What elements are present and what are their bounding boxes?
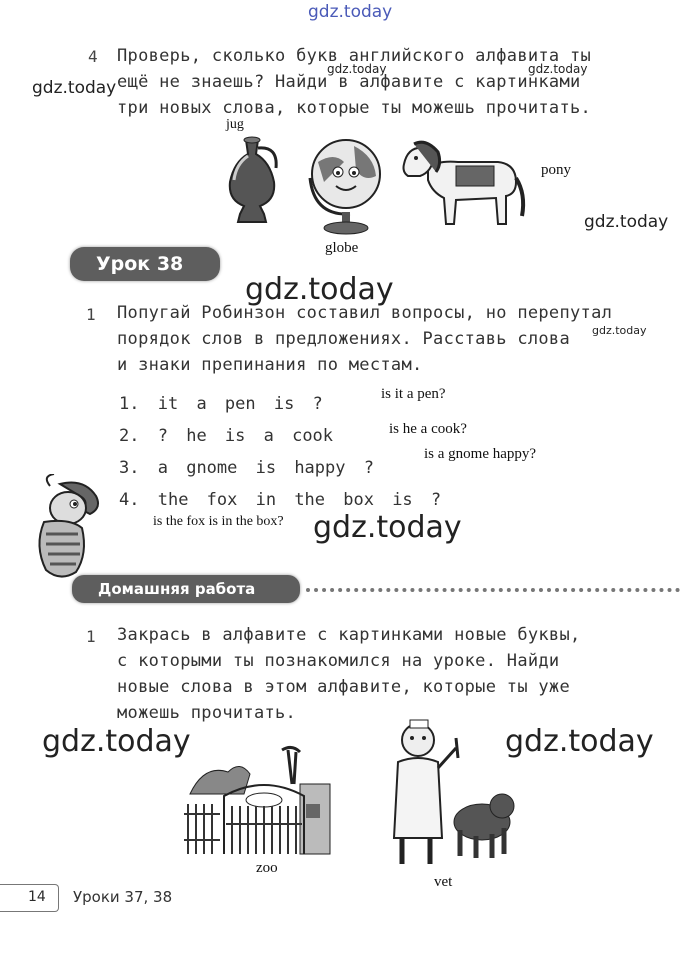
jug-illustration xyxy=(218,134,286,228)
watermark-inline-1: gdz.today xyxy=(327,62,387,76)
sentence-1-number: 1. xyxy=(119,394,140,414)
watermark-inline-2: gdz.today xyxy=(528,62,588,76)
pony-label: pony xyxy=(541,162,571,178)
page-number: 14 xyxy=(28,889,46,905)
homework-banner xyxy=(72,575,300,603)
task4-line-3: три новых слова, которые ты можешь прочитать. xyxy=(117,98,592,118)
answer-2: is he a cook? xyxy=(389,421,467,437)
globe-illustration xyxy=(304,132,388,238)
homework-line-3: новые слова в этом алфавите, которые ты уже xyxy=(117,677,570,697)
watermark-center-big: gdz.today xyxy=(245,272,394,307)
task1-number: 1 xyxy=(86,305,96,324)
sentence-1-words: it a pen is ? xyxy=(157,394,323,414)
page-number-box xyxy=(0,884,59,912)
zoo-illustration xyxy=(184,744,342,856)
homework-title: Домашняя работа xyxy=(98,580,256,598)
vet-illustration xyxy=(380,718,524,868)
homework-text xyxy=(117,622,657,726)
answer-1: is it a pen? xyxy=(381,386,446,402)
task4-line-1: Проверь, сколько букв английского алфавита ты xyxy=(117,46,592,66)
pony-illustration xyxy=(398,138,530,230)
answer-3: is a gnome happy? xyxy=(424,446,537,462)
parrot-illustration xyxy=(20,474,116,584)
watermark-top: gdz.today xyxy=(308,2,393,22)
sentence-3-number: 3. xyxy=(119,458,140,478)
sentence-4-number: 4. xyxy=(119,490,140,510)
sentence-4-words: the fox in the box is ? xyxy=(157,490,442,510)
sentence-2-words: ? he is a cook xyxy=(157,426,334,446)
globe-label: globe xyxy=(325,240,359,256)
homework-line-2: с которыми ты познакомился на уроке. Найди xyxy=(117,651,560,671)
homework-number: 1 xyxy=(86,627,96,646)
task4-text xyxy=(117,43,647,121)
lesson-banner xyxy=(70,247,220,281)
task4-line-2: ещё не знаешь? Найди в алфавите с картинками xyxy=(117,72,581,92)
sentence-3-words: a gnome is happy ? xyxy=(157,458,374,478)
watermark-bottom-left: gdz.today xyxy=(42,724,191,759)
sentence-3 xyxy=(119,458,374,478)
task1-line-1: Попугай Робинзон составил вопросы, но перепутал xyxy=(117,303,613,323)
task1-line-3: и знаки препинания по местам. xyxy=(117,355,423,375)
sentence-2 xyxy=(119,426,333,446)
lesson-title: Урок 38 xyxy=(96,253,184,275)
answer-4: is the fox is in the box? xyxy=(153,514,284,529)
watermark-bottom-right: gdz.today xyxy=(505,724,654,759)
task1-line-2: порядок слов в предложениях. Расставь слова xyxy=(117,329,570,349)
sentence-4 xyxy=(119,490,441,510)
footer-title: Уроки 37, 38 xyxy=(73,888,173,906)
watermark-left: gdz.today xyxy=(32,78,117,98)
vet-label: vet xyxy=(434,874,453,890)
jug-label: jug xyxy=(226,117,244,132)
watermark-small-2: gdz.today xyxy=(592,324,647,337)
watermark-mid-big: gdz.today xyxy=(313,510,462,545)
task4-number: 4 xyxy=(88,47,98,66)
homework-line-4: можешь прочитать. xyxy=(117,703,297,723)
homework-line-1: Закрась в алфавите с картинками новые буквы, xyxy=(117,625,581,645)
homework-divider xyxy=(306,588,680,592)
task1-text xyxy=(117,300,657,378)
sentence-1 xyxy=(119,394,323,414)
zoo-label: zoo xyxy=(256,860,278,876)
watermark-right-small: gdz.today xyxy=(584,212,669,232)
sentence-2-number: 2. xyxy=(119,426,140,446)
